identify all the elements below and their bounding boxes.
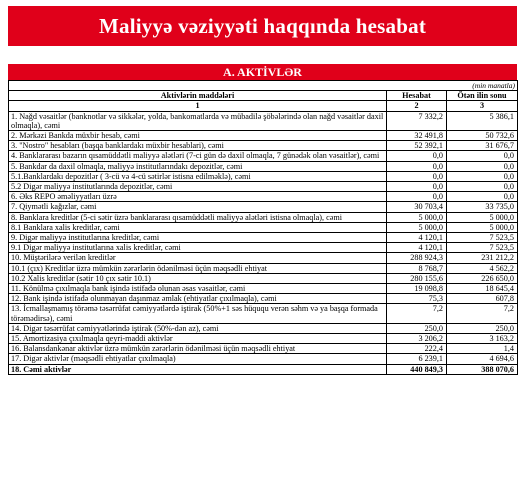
table-row (9, 233, 518, 243)
row-previous: 231 212,2 (447, 253, 518, 263)
header-row (9, 91, 518, 101)
row-label: 7. Qiymətli kağızlar, cəmi (9, 202, 387, 212)
row-current: 0,0 (387, 161, 447, 171)
table-row (9, 212, 518, 222)
table-row (9, 141, 518, 151)
report-title-banner (8, 6, 517, 46)
row-current: 0,0 (387, 151, 447, 161)
table-row (9, 151, 518, 161)
header-current: Hesabat (387, 91, 447, 101)
total-current: 440 849,3 (387, 364, 447, 374)
row-previous: 18 645,4 (447, 284, 518, 294)
row-current: 5 000,0 (387, 222, 447, 232)
total-previous: 388 070,6 (447, 364, 518, 374)
row-label: 3. "Nostro" hesabları (başqa banklardakı müxbir hesablari), cəmi (9, 141, 387, 151)
report-title: Maliyyə vəziyyəti haqqında hesabat (98, 13, 427, 38)
row-current: 222,4 (387, 344, 447, 354)
row-previous: 0,0 (447, 192, 518, 202)
row-label: 16. Balansdankənar aktivlər üzrə mümkün zərərlərin ödənilməsi üçün məqsədli ehtiyat (9, 344, 387, 354)
table-row (9, 323, 518, 333)
row-label: 8.1 Banklara xalis kreditlər, cəmi (9, 222, 387, 232)
row-previous: 0,0 (447, 182, 518, 192)
table-row (9, 222, 518, 232)
row-previous: 250,0 (447, 323, 518, 333)
row-label: 4. Banklararası bazarın qısamüddətli maliyyə alətləri (7-ci gün də daxil olmaqla, 7 günədək olan vəsaitlər), cəmi (9, 151, 387, 161)
row-previous: 3 163,2 (447, 334, 518, 344)
row-current: 4 120,1 (387, 243, 447, 253)
row-current: 0,0 (387, 171, 447, 181)
row-current: 7 332,2 (387, 111, 447, 130)
row-label: 10.2 Xalis kreditlər (sətir 10 çıx sətir 10.1) (9, 273, 387, 283)
row-label: 14. Digər təsərrüfat cəmiyyətlərində iştirak (50%-dən az), cəmi (9, 323, 387, 333)
row-previous: 4 694,6 (447, 354, 518, 364)
table-row (9, 111, 518, 130)
row-previous: 7 523,5 (447, 243, 518, 253)
total-label: 18. Cəmi aktivlər (9, 364, 387, 374)
row-previous: 5 386,1 (447, 111, 518, 130)
row-label: 6. Əks REPO əməliyyatları üzrə (9, 192, 387, 202)
row-label: 10. Müştərilərə verilən kreditlər (9, 253, 387, 263)
row-label: 10.1 (çıx) Kreditlər üzrə mümkün zərərlərin ödənilməsi üçün məqsədli ehtiyat (9, 263, 387, 273)
index-label: 1 (9, 101, 387, 111)
header-previous: Ötən ilin sonu (447, 91, 518, 101)
row-label: 9.1 Digər maliyyə institutlarına xalis kreditlər, cəmi (9, 243, 387, 253)
table-row (9, 131, 518, 141)
row-current: 6 239,1 (387, 354, 447, 364)
row-current: 32 491,8 (387, 131, 447, 141)
header-label: Aktivlərin maddələri (9, 91, 387, 101)
row-previous: 226 650,0 (447, 273, 518, 283)
row-label: 5.2 Digər maliyyə institutlarında depozitlər, cəmi (9, 182, 387, 192)
table-row (9, 263, 518, 273)
row-current: 5 000,0 (387, 212, 447, 222)
row-previous: 50 732,6 (447, 131, 518, 141)
row-label: 13. İcmallaşmamış törəmə təsərrüfat cəmiyyətlərdə iştirak (50%+1 səs hüququ verən səhm və ya başqa formada törəmədirsə), cəmi (9, 304, 387, 323)
table-row (9, 182, 518, 192)
index-row (9, 101, 518, 111)
row-previous: 7 523,5 (447, 233, 518, 243)
row-previous: 1,4 (447, 344, 518, 354)
total-row (9, 364, 518, 374)
row-label: 11. Könülmə çıxılmaqla bank işində istifadə olunan əsas vəsaitlər, cəmi (9, 284, 387, 294)
row-current: 3 206,2 (387, 334, 447, 344)
row-current: 52 392,1 (387, 141, 447, 151)
row-label: 2. Mərkəzi Bankda müxbir hesab, cəmi (9, 131, 387, 141)
table-row (9, 202, 518, 212)
unit-row (9, 81, 518, 91)
row-previous: 7,2 (447, 304, 518, 323)
section-header-assets (8, 64, 517, 80)
row-current: 250,0 (387, 323, 447, 333)
table-row (9, 243, 518, 253)
assets-table (8, 80, 518, 375)
row-label: 17. Digər aktivlər (məqsədli ehtiyatlar çıxılmaqla) (9, 354, 387, 364)
row-current: 8 768,7 (387, 263, 447, 273)
row-previous: 0,0 (447, 151, 518, 161)
table-row (9, 171, 518, 181)
row-current: 280 155,6 (387, 273, 447, 283)
row-label: 5.1.Banklardakı depozitlər ( 3-cü və 4-cü sətirlər istisna edilməklə), cəmi (9, 171, 387, 181)
row-label: 9. Digər maliyyə institutlarına kreditlər, cəmi (9, 233, 387, 243)
section-title: A. AKTİVLƏR (223, 64, 302, 79)
row-previous: 33 735,0 (447, 202, 518, 212)
row-previous: 0,0 (447, 171, 518, 181)
row-current: 288 924,3 (387, 253, 447, 263)
row-previous: 5 000,0 (447, 222, 518, 232)
table-row (9, 161, 518, 171)
row-label: 5. Bankdar da daxil olmaqla, maliyyə institutlarındakı depozitlər, cəmi (9, 161, 387, 171)
row-label: 12. Bank işində istifadə olunmayan daşınmaz əmlak (ehtiyatlar çıxılmaqla), cəmi (9, 294, 387, 304)
table-row (9, 192, 518, 202)
row-previous: 4 562,2 (447, 263, 518, 273)
row-current: 30 703,4 (387, 202, 447, 212)
table-row (9, 344, 518, 354)
table-row (9, 284, 518, 294)
table-row (9, 354, 518, 364)
row-current: 75,3 (387, 294, 447, 304)
row-previous: 5 000,0 (447, 212, 518, 222)
row-previous: 607,8 (447, 294, 518, 304)
row-current: 7,2 (387, 304, 447, 323)
table-row (9, 253, 518, 263)
table-row (9, 273, 518, 283)
row-current: 4 120,1 (387, 233, 447, 243)
row-label: 15. Amortizasiya çıxılmaqla qeyri-maddi aktivlər (9, 334, 387, 344)
unit-note: (min manatla) (9, 81, 518, 91)
index-c1: 2 (387, 101, 447, 111)
table-row (9, 294, 518, 304)
table-row (9, 334, 518, 344)
table-row (9, 304, 518, 323)
row-current: 19 098,8 (387, 284, 447, 294)
row-previous: 0,0 (447, 161, 518, 171)
table-body (9, 111, 518, 364)
row-previous: 31 676,7 (447, 141, 518, 151)
row-label: 1. Nağd vəsaitlər (banknotlar və sikkələr, yolda, bankomatlarda və mübadilə şöbələrində olan nağd vəsaitlər daxil olmaqla), cəmi (9, 111, 387, 130)
index-c2: 3 (447, 101, 518, 111)
row-current: 0,0 (387, 182, 447, 192)
row-label: 8. Banklara kreditlər (5-ci sətir üzrə banklararası qısamüddətli maliyyə alətləri istisna olmaqla), cəmi (9, 212, 387, 222)
row-current: 0,0 (387, 192, 447, 202)
